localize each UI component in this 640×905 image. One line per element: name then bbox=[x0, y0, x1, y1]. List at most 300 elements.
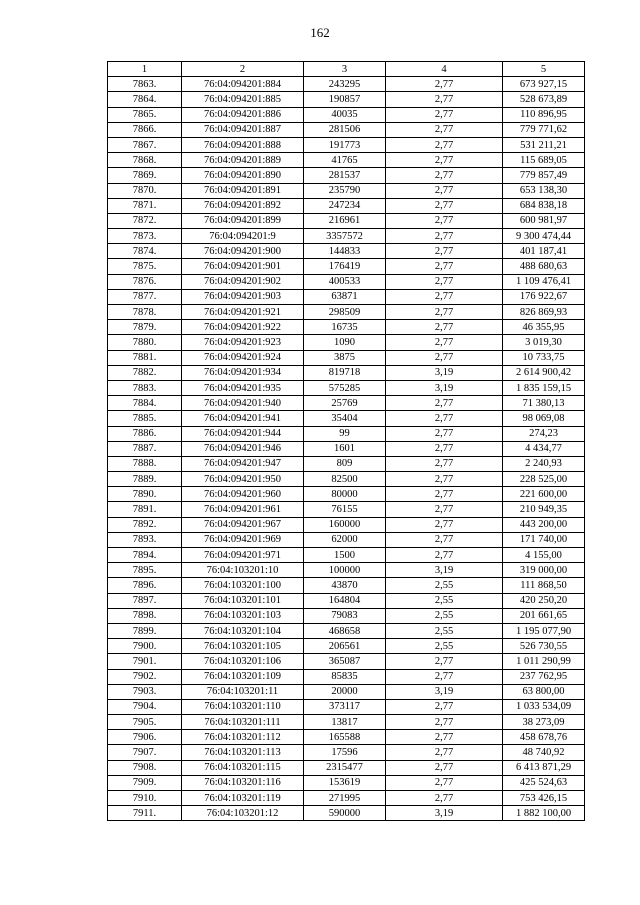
value-cell: 176 922,67 bbox=[503, 289, 585, 304]
rate-cell: 3,19 bbox=[386, 563, 503, 578]
cadastral-number-cell: 76:04:094201:888 bbox=[182, 137, 304, 152]
table-row bbox=[108, 350, 585, 365]
table-row bbox=[108, 168, 585, 183]
table-row bbox=[108, 472, 585, 487]
rate-cell: 2,77 bbox=[386, 259, 503, 274]
cadastral-number-cell: 76:04:103201:115 bbox=[182, 760, 304, 775]
value-cell: 38 273,09 bbox=[503, 715, 585, 730]
table-row bbox=[108, 426, 585, 441]
table-row bbox=[108, 122, 585, 137]
cadastral-number-cell: 76:04:094201:969 bbox=[182, 532, 304, 547]
value-cell: 115 689,05 bbox=[503, 153, 585, 168]
area-cell: 16735 bbox=[304, 320, 386, 335]
area-cell: 3875 bbox=[304, 350, 386, 365]
rate-cell: 2,77 bbox=[386, 791, 503, 806]
rate-cell: 2,55 bbox=[386, 623, 503, 638]
table-row bbox=[108, 487, 585, 502]
rate-cell: 2,77 bbox=[386, 517, 503, 532]
area-cell: 20000 bbox=[304, 684, 386, 699]
table-row bbox=[108, 548, 585, 563]
cadastral-number-cell: 76:04:103201:113 bbox=[182, 745, 304, 760]
cadastral-number-cell: 76:04:094201:889 bbox=[182, 153, 304, 168]
cadastral-number-cell: 76:04:103201:12 bbox=[182, 806, 304, 821]
table-row bbox=[108, 289, 585, 304]
table-row bbox=[108, 274, 585, 289]
rate-cell: 2,77 bbox=[386, 122, 503, 137]
cadastral-number-cell: 76:04:103201:111 bbox=[182, 715, 304, 730]
value-cell: 653 138,30 bbox=[503, 183, 585, 198]
value-cell: 210 949,35 bbox=[503, 502, 585, 517]
cadastral-number-cell: 76:04:094201:961 bbox=[182, 502, 304, 517]
table-row bbox=[108, 92, 585, 107]
area-cell: 17596 bbox=[304, 745, 386, 760]
table-row bbox=[108, 77, 585, 92]
cadastral-number-cell: 76:04:103201:101 bbox=[182, 593, 304, 608]
area-cell: 99 bbox=[304, 426, 386, 441]
value-cell: 228 525,00 bbox=[503, 472, 585, 487]
table-row bbox=[108, 730, 585, 745]
area-cell: 63871 bbox=[304, 289, 386, 304]
area-cell: 76155 bbox=[304, 502, 386, 517]
area-cell: 79083 bbox=[304, 608, 386, 623]
row-number-cell: 7864. bbox=[108, 92, 182, 107]
cadastral-number-cell: 76:04:094201:921 bbox=[182, 305, 304, 320]
cadastral-number-cell: 76:04:094201:890 bbox=[182, 168, 304, 183]
cadastral-number-cell: 76:04:094201:924 bbox=[182, 350, 304, 365]
area-cell: 85835 bbox=[304, 669, 386, 684]
cadastral-number-cell: 76:04:094201:9 bbox=[182, 229, 304, 244]
rate-cell: 2,77 bbox=[386, 183, 503, 198]
rate-cell: 2,77 bbox=[386, 426, 503, 441]
cadastral-number-cell: 76:04:094201:899 bbox=[182, 213, 304, 228]
row-number-cell: 7880. bbox=[108, 335, 182, 350]
value-cell: 171 740,00 bbox=[503, 532, 585, 547]
row-number-cell: 7901. bbox=[108, 654, 182, 669]
area-cell: 247234 bbox=[304, 198, 386, 213]
column-header: 1 bbox=[108, 62, 182, 77]
rate-cell: 2,77 bbox=[386, 137, 503, 152]
value-cell: 488 680,63 bbox=[503, 259, 585, 274]
value-cell: 420 250,20 bbox=[503, 593, 585, 608]
value-cell: 779 771,62 bbox=[503, 122, 585, 137]
table-row bbox=[108, 715, 585, 730]
table-row bbox=[108, 623, 585, 638]
row-number-cell: 7866. bbox=[108, 122, 182, 137]
rate-cell: 2,77 bbox=[386, 289, 503, 304]
rate-cell: 2,77 bbox=[386, 730, 503, 745]
cadastral-number-cell: 76:04:094201:901 bbox=[182, 259, 304, 274]
cadastral-number-cell: 76:04:103201:109 bbox=[182, 669, 304, 684]
row-number-cell: 7870. bbox=[108, 183, 182, 198]
row-number-cell: 7867. bbox=[108, 137, 182, 152]
table-row bbox=[108, 305, 585, 320]
cadastral-number-cell: 76:04:094201:884 bbox=[182, 77, 304, 92]
rate-cell: 2,77 bbox=[386, 168, 503, 183]
area-cell: 243295 bbox=[304, 77, 386, 92]
cadastral-number-cell: 76:04:094201:885 bbox=[182, 92, 304, 107]
table-row bbox=[108, 183, 585, 198]
table-row bbox=[108, 699, 585, 714]
area-cell: 468658 bbox=[304, 623, 386, 638]
rate-cell: 2,77 bbox=[386, 775, 503, 790]
area-cell: 365087 bbox=[304, 654, 386, 669]
cadastral-number-cell: 76:04:094201:940 bbox=[182, 396, 304, 411]
column-header: 2 bbox=[182, 62, 304, 77]
row-number-cell: 7898. bbox=[108, 608, 182, 623]
table-row bbox=[108, 806, 585, 821]
table-row bbox=[108, 259, 585, 274]
rate-cell: 2,77 bbox=[386, 411, 503, 426]
area-cell: 809 bbox=[304, 456, 386, 471]
area-cell: 41765 bbox=[304, 153, 386, 168]
row-number-cell: 7892. bbox=[108, 517, 182, 532]
table-row bbox=[108, 396, 585, 411]
table-row bbox=[108, 380, 585, 395]
row-number-cell: 7886. bbox=[108, 426, 182, 441]
cadastral-number-cell: 76:04:094201:902 bbox=[182, 274, 304, 289]
row-number-cell: 7888. bbox=[108, 456, 182, 471]
table-row bbox=[108, 441, 585, 456]
value-cell: 3 019,30 bbox=[503, 335, 585, 350]
rate-cell: 3,19 bbox=[386, 684, 503, 699]
area-cell: 400533 bbox=[304, 274, 386, 289]
rate-cell: 2,77 bbox=[386, 335, 503, 350]
area-cell: 40035 bbox=[304, 107, 386, 122]
row-number-cell: 7893. bbox=[108, 532, 182, 547]
rate-cell: 2,77 bbox=[386, 745, 503, 760]
area-cell: 25769 bbox=[304, 396, 386, 411]
value-cell: 46 355,95 bbox=[503, 320, 585, 335]
area-cell: 281537 bbox=[304, 168, 386, 183]
area-cell: 281506 bbox=[304, 122, 386, 137]
rate-cell: 2,77 bbox=[386, 320, 503, 335]
row-number-cell: 7875. bbox=[108, 259, 182, 274]
table-row bbox=[108, 578, 585, 593]
table-row bbox=[108, 213, 585, 228]
row-number-cell: 7879. bbox=[108, 320, 182, 335]
value-cell: 673 927,15 bbox=[503, 77, 585, 92]
value-cell: 9 300 474,44 bbox=[503, 229, 585, 244]
row-number-cell: 7881. bbox=[108, 350, 182, 365]
cadastral-number-cell: 76:04:094201:923 bbox=[182, 335, 304, 350]
rate-cell: 2,77 bbox=[386, 548, 503, 563]
table-row bbox=[108, 502, 585, 517]
area-cell: 13817 bbox=[304, 715, 386, 730]
value-cell: 528 673,89 bbox=[503, 92, 585, 107]
table-row bbox=[108, 654, 585, 669]
page-number: 162 bbox=[310, 25, 330, 40]
cadastral-number-cell: 76:04:103201:104 bbox=[182, 623, 304, 638]
row-number-cell: 7887. bbox=[108, 441, 182, 456]
area-cell: 80000 bbox=[304, 487, 386, 502]
row-number-cell: 7891. bbox=[108, 502, 182, 517]
rate-cell: 2,77 bbox=[386, 396, 503, 411]
value-cell: 4 155,00 bbox=[503, 548, 585, 563]
value-cell: 684 838,18 bbox=[503, 198, 585, 213]
table-row bbox=[108, 745, 585, 760]
data-table bbox=[107, 61, 585, 821]
row-number-cell: 7911. bbox=[108, 806, 182, 821]
area-cell: 819718 bbox=[304, 365, 386, 380]
rate-cell: 2,77 bbox=[386, 350, 503, 365]
rate-cell: 2,55 bbox=[386, 608, 503, 623]
area-cell: 62000 bbox=[304, 532, 386, 547]
area-cell: 206561 bbox=[304, 639, 386, 654]
cadastral-number-cell: 76:04:103201:11 bbox=[182, 684, 304, 699]
cadastral-number-cell: 76:04:094201:891 bbox=[182, 183, 304, 198]
cadastral-number-cell: 76:04:103201:110 bbox=[182, 699, 304, 714]
row-number-cell: 7884. bbox=[108, 396, 182, 411]
area-cell: 216961 bbox=[304, 213, 386, 228]
cadastral-number-cell: 76:04:094201:935 bbox=[182, 380, 304, 395]
value-cell: 826 869,93 bbox=[503, 305, 585, 320]
area-cell: 373117 bbox=[304, 699, 386, 714]
cadastral-number-cell: 76:04:094201:944 bbox=[182, 426, 304, 441]
rate-cell: 2,77 bbox=[386, 153, 503, 168]
rate-cell: 2,77 bbox=[386, 274, 503, 289]
row-number-cell: 7903. bbox=[108, 684, 182, 699]
area-cell: 298509 bbox=[304, 305, 386, 320]
value-cell: 531 211,21 bbox=[503, 137, 585, 152]
rate-cell: 2,77 bbox=[386, 213, 503, 228]
rate-cell: 2,55 bbox=[386, 578, 503, 593]
cadastral-number-cell: 76:04:094201:967 bbox=[182, 517, 304, 532]
table-row bbox=[108, 775, 585, 790]
area-cell: 1090 bbox=[304, 335, 386, 350]
value-cell: 1 195 077,90 bbox=[503, 623, 585, 638]
value-cell: 401 187,41 bbox=[503, 244, 585, 259]
area-cell: 160000 bbox=[304, 517, 386, 532]
table-row bbox=[108, 593, 585, 608]
area-cell: 153619 bbox=[304, 775, 386, 790]
rate-cell: 2,77 bbox=[386, 107, 503, 122]
table-row bbox=[108, 563, 585, 578]
cadastral-number-cell: 76:04:103201:119 bbox=[182, 791, 304, 806]
column-header: 5 bbox=[503, 62, 585, 77]
row-number-cell: 7882. bbox=[108, 365, 182, 380]
row-number-cell: 7897. bbox=[108, 593, 182, 608]
table-row bbox=[108, 517, 585, 532]
cadastral-number-cell: 76:04:094201:934 bbox=[182, 365, 304, 380]
value-cell: 71 380,13 bbox=[503, 396, 585, 411]
table-row bbox=[108, 335, 585, 350]
table-row bbox=[108, 791, 585, 806]
value-cell: 111 868,50 bbox=[503, 578, 585, 593]
area-cell: 590000 bbox=[304, 806, 386, 821]
cadastral-number-cell: 76:04:103201:112 bbox=[182, 730, 304, 745]
area-cell: 575285 bbox=[304, 380, 386, 395]
cadastral-number-cell: 76:04:094201:886 bbox=[182, 107, 304, 122]
rate-cell: 2,77 bbox=[386, 472, 503, 487]
cadastral-number-cell: 76:04:094201:960 bbox=[182, 487, 304, 502]
row-number-cell: 7894. bbox=[108, 548, 182, 563]
cadastral-number-cell: 76:04:094201:892 bbox=[182, 198, 304, 213]
cadastral-number-cell: 76:04:103201:106 bbox=[182, 654, 304, 669]
value-cell: 4 434,77 bbox=[503, 441, 585, 456]
area-cell: 2315477 bbox=[304, 760, 386, 775]
row-number-cell: 7877. bbox=[108, 289, 182, 304]
row-number-cell: 7872. bbox=[108, 213, 182, 228]
value-cell: 48 740,92 bbox=[503, 745, 585, 760]
table-header-row bbox=[108, 62, 585, 77]
table-row bbox=[108, 669, 585, 684]
row-number-cell: 7878. bbox=[108, 305, 182, 320]
area-cell: 165588 bbox=[304, 730, 386, 745]
row-number-cell: 7902. bbox=[108, 669, 182, 684]
column-header: 4 bbox=[386, 62, 503, 77]
row-number-cell: 7865. bbox=[108, 107, 182, 122]
row-number-cell: 7909. bbox=[108, 775, 182, 790]
table-row bbox=[108, 411, 585, 426]
table-row bbox=[108, 107, 585, 122]
column-header: 3 bbox=[304, 62, 386, 77]
row-number-cell: 7873. bbox=[108, 229, 182, 244]
cadastral-number-cell: 76:04:103201:10 bbox=[182, 563, 304, 578]
area-cell: 164804 bbox=[304, 593, 386, 608]
area-cell: 100000 bbox=[304, 563, 386, 578]
row-number-cell: 7910. bbox=[108, 791, 182, 806]
row-number-cell: 7906. bbox=[108, 730, 182, 745]
rate-cell: 2,77 bbox=[386, 760, 503, 775]
table-row bbox=[108, 639, 585, 654]
cadastral-number-cell: 76:04:094201:950 bbox=[182, 472, 304, 487]
rate-cell: 3,19 bbox=[386, 380, 503, 395]
cadastral-number-cell: 76:04:103201:100 bbox=[182, 578, 304, 593]
value-cell: 600 981,97 bbox=[503, 213, 585, 228]
cadastral-number-cell: 76:04:103201:116 bbox=[182, 775, 304, 790]
rate-cell: 3,19 bbox=[386, 365, 503, 380]
rate-cell: 2,77 bbox=[386, 305, 503, 320]
row-number-cell: 7885. bbox=[108, 411, 182, 426]
area-cell: 271995 bbox=[304, 791, 386, 806]
rate-cell: 2,77 bbox=[386, 715, 503, 730]
row-number-cell: 7895. bbox=[108, 563, 182, 578]
table-body bbox=[108, 62, 585, 821]
area-cell: 1500 bbox=[304, 548, 386, 563]
rate-cell: 2,77 bbox=[386, 229, 503, 244]
area-cell: 144833 bbox=[304, 244, 386, 259]
rate-cell: 2,77 bbox=[386, 244, 503, 259]
value-cell: 2 614 900,42 bbox=[503, 365, 585, 380]
table-row bbox=[108, 365, 585, 380]
rate-cell: 2,77 bbox=[386, 669, 503, 684]
table-row bbox=[108, 153, 585, 168]
value-cell: 1 033 534,09 bbox=[503, 699, 585, 714]
value-cell: 526 730,55 bbox=[503, 639, 585, 654]
table-row bbox=[108, 456, 585, 471]
rate-cell: 2,77 bbox=[386, 487, 503, 502]
value-cell: 458 678,76 bbox=[503, 730, 585, 745]
row-number-cell: 7869. bbox=[108, 168, 182, 183]
row-number-cell: 7876. bbox=[108, 274, 182, 289]
rate-cell: 2,77 bbox=[386, 77, 503, 92]
cadastral-number-cell: 76:04:094201:922 bbox=[182, 320, 304, 335]
row-number-cell: 7871. bbox=[108, 198, 182, 213]
area-cell: 43870 bbox=[304, 578, 386, 593]
cadastral-number-cell: 76:04:094201:903 bbox=[182, 289, 304, 304]
area-cell: 35404 bbox=[304, 411, 386, 426]
row-number-cell: 7896. bbox=[108, 578, 182, 593]
rate-cell: 2,77 bbox=[386, 532, 503, 547]
table-row bbox=[108, 198, 585, 213]
value-cell: 1 835 159,15 bbox=[503, 380, 585, 395]
table-row bbox=[108, 320, 585, 335]
rate-cell: 2,77 bbox=[386, 456, 503, 471]
table-row bbox=[108, 229, 585, 244]
value-cell: 221 600,00 bbox=[503, 487, 585, 502]
area-cell: 1601 bbox=[304, 441, 386, 456]
rate-cell: 2,77 bbox=[386, 699, 503, 714]
row-number-cell: 7900. bbox=[108, 639, 182, 654]
value-cell: 274,23 bbox=[503, 426, 585, 441]
row-number-cell: 7904. bbox=[108, 699, 182, 714]
row-number-cell: 7889. bbox=[108, 472, 182, 487]
cadastral-number-cell: 76:04:094201:971 bbox=[182, 548, 304, 563]
cadastral-number-cell: 76:04:094201:947 bbox=[182, 456, 304, 471]
rate-cell: 2,77 bbox=[386, 198, 503, 213]
value-cell: 1 109 476,41 bbox=[503, 274, 585, 289]
cadastral-number-cell: 76:04:094201:946 bbox=[182, 441, 304, 456]
value-cell: 10 733,75 bbox=[503, 350, 585, 365]
area-cell: 235790 bbox=[304, 183, 386, 198]
rate-cell: 2,77 bbox=[386, 654, 503, 669]
value-cell: 779 857,49 bbox=[503, 168, 585, 183]
table-row bbox=[108, 137, 585, 152]
row-number-cell: 7863. bbox=[108, 77, 182, 92]
value-cell: 110 896,95 bbox=[503, 107, 585, 122]
cadastral-number-cell: 76:04:094201:887 bbox=[182, 122, 304, 137]
row-number-cell: 7874. bbox=[108, 244, 182, 259]
area-cell: 191773 bbox=[304, 137, 386, 152]
row-number-cell: 7905. bbox=[108, 715, 182, 730]
row-number-cell: 7907. bbox=[108, 745, 182, 760]
row-number-cell: 7890. bbox=[108, 487, 182, 502]
rate-cell: 3,19 bbox=[386, 806, 503, 821]
table-row bbox=[108, 608, 585, 623]
cadastral-number-cell: 76:04:094201:900 bbox=[182, 244, 304, 259]
rate-cell: 2,77 bbox=[386, 92, 503, 107]
row-number-cell: 7899. bbox=[108, 623, 182, 638]
cadastral-number-cell: 76:04:103201:103 bbox=[182, 608, 304, 623]
area-cell: 176419 bbox=[304, 259, 386, 274]
value-cell: 1 882 100,00 bbox=[503, 806, 585, 821]
row-number-cell: 7908. bbox=[108, 760, 182, 775]
value-cell: 443 200,00 bbox=[503, 517, 585, 532]
table-row bbox=[108, 760, 585, 775]
value-cell: 63 800,00 bbox=[503, 684, 585, 699]
table-row bbox=[108, 532, 585, 547]
value-cell: 237 762,95 bbox=[503, 669, 585, 684]
value-cell: 1 011 290,99 bbox=[503, 654, 585, 669]
area-cell: 3357572 bbox=[304, 229, 386, 244]
table-row bbox=[108, 244, 585, 259]
area-cell: 190857 bbox=[304, 92, 386, 107]
value-cell: 319 000,00 bbox=[503, 563, 585, 578]
area-cell: 82500 bbox=[304, 472, 386, 487]
value-cell: 98 069,08 bbox=[503, 411, 585, 426]
value-cell: 753 426,15 bbox=[503, 791, 585, 806]
rate-cell: 2,77 bbox=[386, 502, 503, 517]
value-cell: 425 524,63 bbox=[503, 775, 585, 790]
value-cell: 201 661,65 bbox=[503, 608, 585, 623]
value-cell: 6 413 871,29 bbox=[503, 760, 585, 775]
table-row bbox=[108, 684, 585, 699]
row-number-cell: 7883. bbox=[108, 380, 182, 395]
rate-cell: 2,55 bbox=[386, 593, 503, 608]
cadastral-number-cell: 76:04:094201:941 bbox=[182, 411, 304, 426]
value-cell: 2 240,93 bbox=[503, 456, 585, 471]
cadastral-number-cell: 76:04:103201:105 bbox=[182, 639, 304, 654]
